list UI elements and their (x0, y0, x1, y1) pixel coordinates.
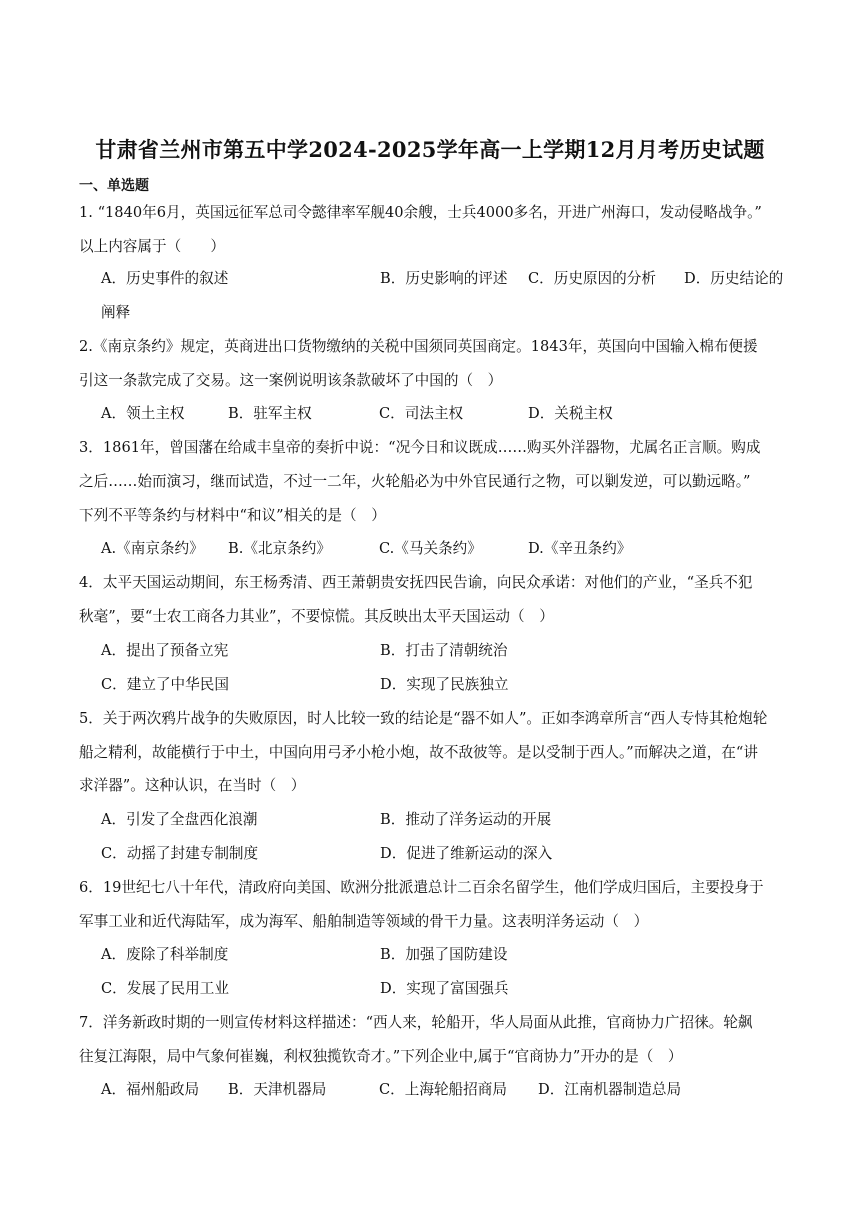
question-7-line-1: 7．洋务新政时期的一则宣传材料这样描述：“西人来，轮船开，华人局面从此推，官商协力广招徕。轮飙 (79, 1014, 753, 1031)
exam-title: 甘肃省兰州市第五中学2024-2025学年高一上学期12月月考历史试题 (95, 137, 765, 162)
question-2-option-a[interactable]: A．领土主权 (101, 405, 185, 422)
question-3-line-3: 下列不平等条约与材料中“和议”相关的是（ ） (79, 507, 386, 524)
question-6-line-1: 6．19世纪七八十年代，清政府向美国、欧洲分批派遣总计二百余名留学生，他们学成归国后，主要投身于 (79, 879, 764, 896)
question-7-option-c[interactable]: C．上海轮船招商局 (379, 1081, 507, 1098)
question-4-line-2: 秋毫”，要“士农工商各力其业”，不要惊慌。其反映出太平天国运动（ ） (79, 608, 554, 625)
question-1-line-2: 以上内容属于（ ） (79, 238, 225, 255)
question-2-option-c[interactable]: C．司法主权 (379, 405, 464, 422)
question-2-option-d[interactable]: D．关税主权 (528, 405, 613, 422)
question-3-line-1: 3．1861年，曾国藩在给咸丰皇帝的奏折中说：“况今日和议既成……购买外洋器物，尤属名正言顺。购成 (79, 439, 761, 456)
question-6-option-a[interactable]: A．废除了科举制度 (101, 946, 229, 963)
question-5-option-b[interactable]: B．推动了洋务运动的开展 (380, 811, 552, 828)
section-heading: 一、单选题 (79, 178, 149, 194)
question-4-option-c[interactable]: C．建立了中华民国 (101, 676, 229, 693)
question-5-option-d[interactable]: D．促进了维新运动的深入 (380, 845, 553, 862)
question-6-option-c[interactable]: C．发展了民用工业 (101, 980, 229, 997)
question-2-option-b[interactable]: B．驻军主权 (228, 405, 312, 422)
question-4-option-a[interactable]: A．提出了预备立宪 (101, 642, 229, 659)
question-7-option-a[interactable]: A．福州船政局 (101, 1081, 200, 1098)
question-5-option-c[interactable]: C．动摇了封建专制制度 (101, 845, 259, 862)
question-5-line-1: 5．关于两次鸦片战争的失败原因，时人比较一致的结论是“器不如人”。正如李鸿章所言“西人专恃其枪炮轮 (79, 710, 768, 727)
question-1-option-c[interactable]: C．历史原因的分析 (528, 270, 656, 287)
question-7-line-2: 往复江海限，局中气象何崔巍，利权独揽钦奇才。”下列企业中,属于“官商协力”开办的是（ ） (79, 1048, 683, 1065)
question-4-option-d[interactable]: D．实现了民族独立 (380, 676, 509, 693)
question-5-line-3: 求洋器”。这种认识，在当时（ ） (79, 777, 306, 794)
question-7-option-b[interactable]: B．天津机器局 (228, 1081, 327, 1098)
question-3-option-d[interactable]: D.《辛丑条约》 (528, 540, 632, 557)
question-1-option-a[interactable]: A．历史事件的叙述 (101, 270, 229, 287)
question-1-option-b[interactable]: B．历史影响的评述 (380, 270, 508, 287)
question-3-option-c[interactable]: C.《马关条约》 (379, 540, 482, 557)
question-6-option-b[interactable]: B．加强了国防建设 (380, 946, 508, 963)
question-3-line-2: 之后……始而演习，继而试造，不过一二年，火轮船必为中外官民通行之物，可以剿发逆，可以勤远略。” (79, 473, 751, 490)
question-6-option-d[interactable]: D．实现了富国强兵 (380, 980, 509, 997)
question-3-option-a[interactable]: A.《南京条约》 (101, 540, 204, 557)
question-4-line-1: 4．太平天国运动期间，东王杨秀清、西王萧朝贵安抚四民告谕，向民众承诺：对他们的产业，“圣兵不犯 (79, 574, 753, 591)
question-4-option-b[interactable]: B．打击了清朝统治 (380, 642, 508, 659)
question-2-line-1: 2.《南京条约》规定，英商进出口货物缴纳的关税中国须同英国商定。1843年，英国向中国输入棉布便援 (79, 338, 758, 355)
question-1-line-1: 1. “1840年6月，英国远征军总司令懿律率军舰40余艘，士兵4000多名，开进广州海口，发动侵略战争。” (79, 204, 762, 221)
question-1-option-d[interactable]: D．历史结论的 (684, 270, 784, 287)
question-6-line-2: 军事工业和近代海陆军，成为海军、船舶制造等领域的骨干力量。这表明洋务运动（ ） (79, 913, 649, 930)
question-7-option-d[interactable]: D．江南机器制造总局 (538, 1081, 682, 1098)
question-3-option-b[interactable]: B.《北京条约》 (228, 540, 331, 557)
question-5-option-a[interactable]: A．引发了全盘西化浪潮 (101, 811, 258, 828)
question-2-line-2: 引这一条款完成了交易。这一案例说明该条款破坏了中国的（ ） (79, 372, 503, 389)
question-1-option-d-continued: 阐释 (101, 304, 131, 321)
question-5-line-2: 船之精利，故能横行于中土，中国向用弓矛小枪小炮，故不敌彼等。是以受制于西人。”而解决之道，在“讲 (79, 744, 758, 761)
